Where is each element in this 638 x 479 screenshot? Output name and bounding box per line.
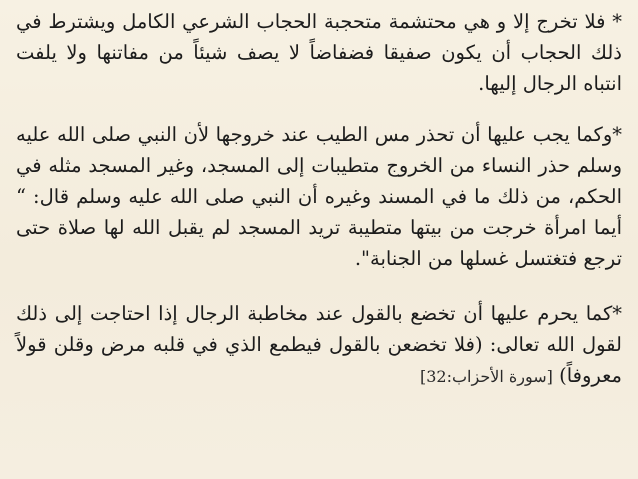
quran-reference: [سورة الأحزاب:32]: [419, 367, 553, 386]
paragraph-text: *وكما يجب عليها أن تحذر مس الطيب عند خروجها لأن النبي صلى الله عليه وسلم حذر النساء من الخروج متطيبات إلى المسجد، وغير المسجد مثله في الحكم، من ذلك ما في المسند وغيره أن النبي صلى الله عليه وسلم قال: “ أيما امرأة خرجت من بيتها متطيبة تريد المسجد لم يقبل الله لها صلاة حتى ترجع فتغتسل غسلها من الجنابة".: [16, 123, 622, 270]
paragraph-text: * فلا تخرج إلا و هي محتشمة متحجبة الحجاب الشرعي الكامل ويشترط في ذلك الحجاب أن يكون صفيقا فضفاضاً لا يصف شيئاً من مفاتنها ولا يلفت انتباه الرجال إليها.: [16, 10, 622, 95]
paragraph-perfume: [16, 119, 622, 274]
slide-content: [16, 6, 622, 473]
paragraph-speech: [16, 298, 622, 392]
paragraph-text: *كما يحرم عليها أن تخضع بالقول عند مخاطبة الرجال إذا احتاجت إلى ذلك لقول الله تعالى: (فلا تخضعن بالقول فيطمع الذي في قلبه مرض وقلن قولاً معروفاً): [16, 302, 622, 387]
paragraph-modest-dress: [16, 6, 622, 99]
